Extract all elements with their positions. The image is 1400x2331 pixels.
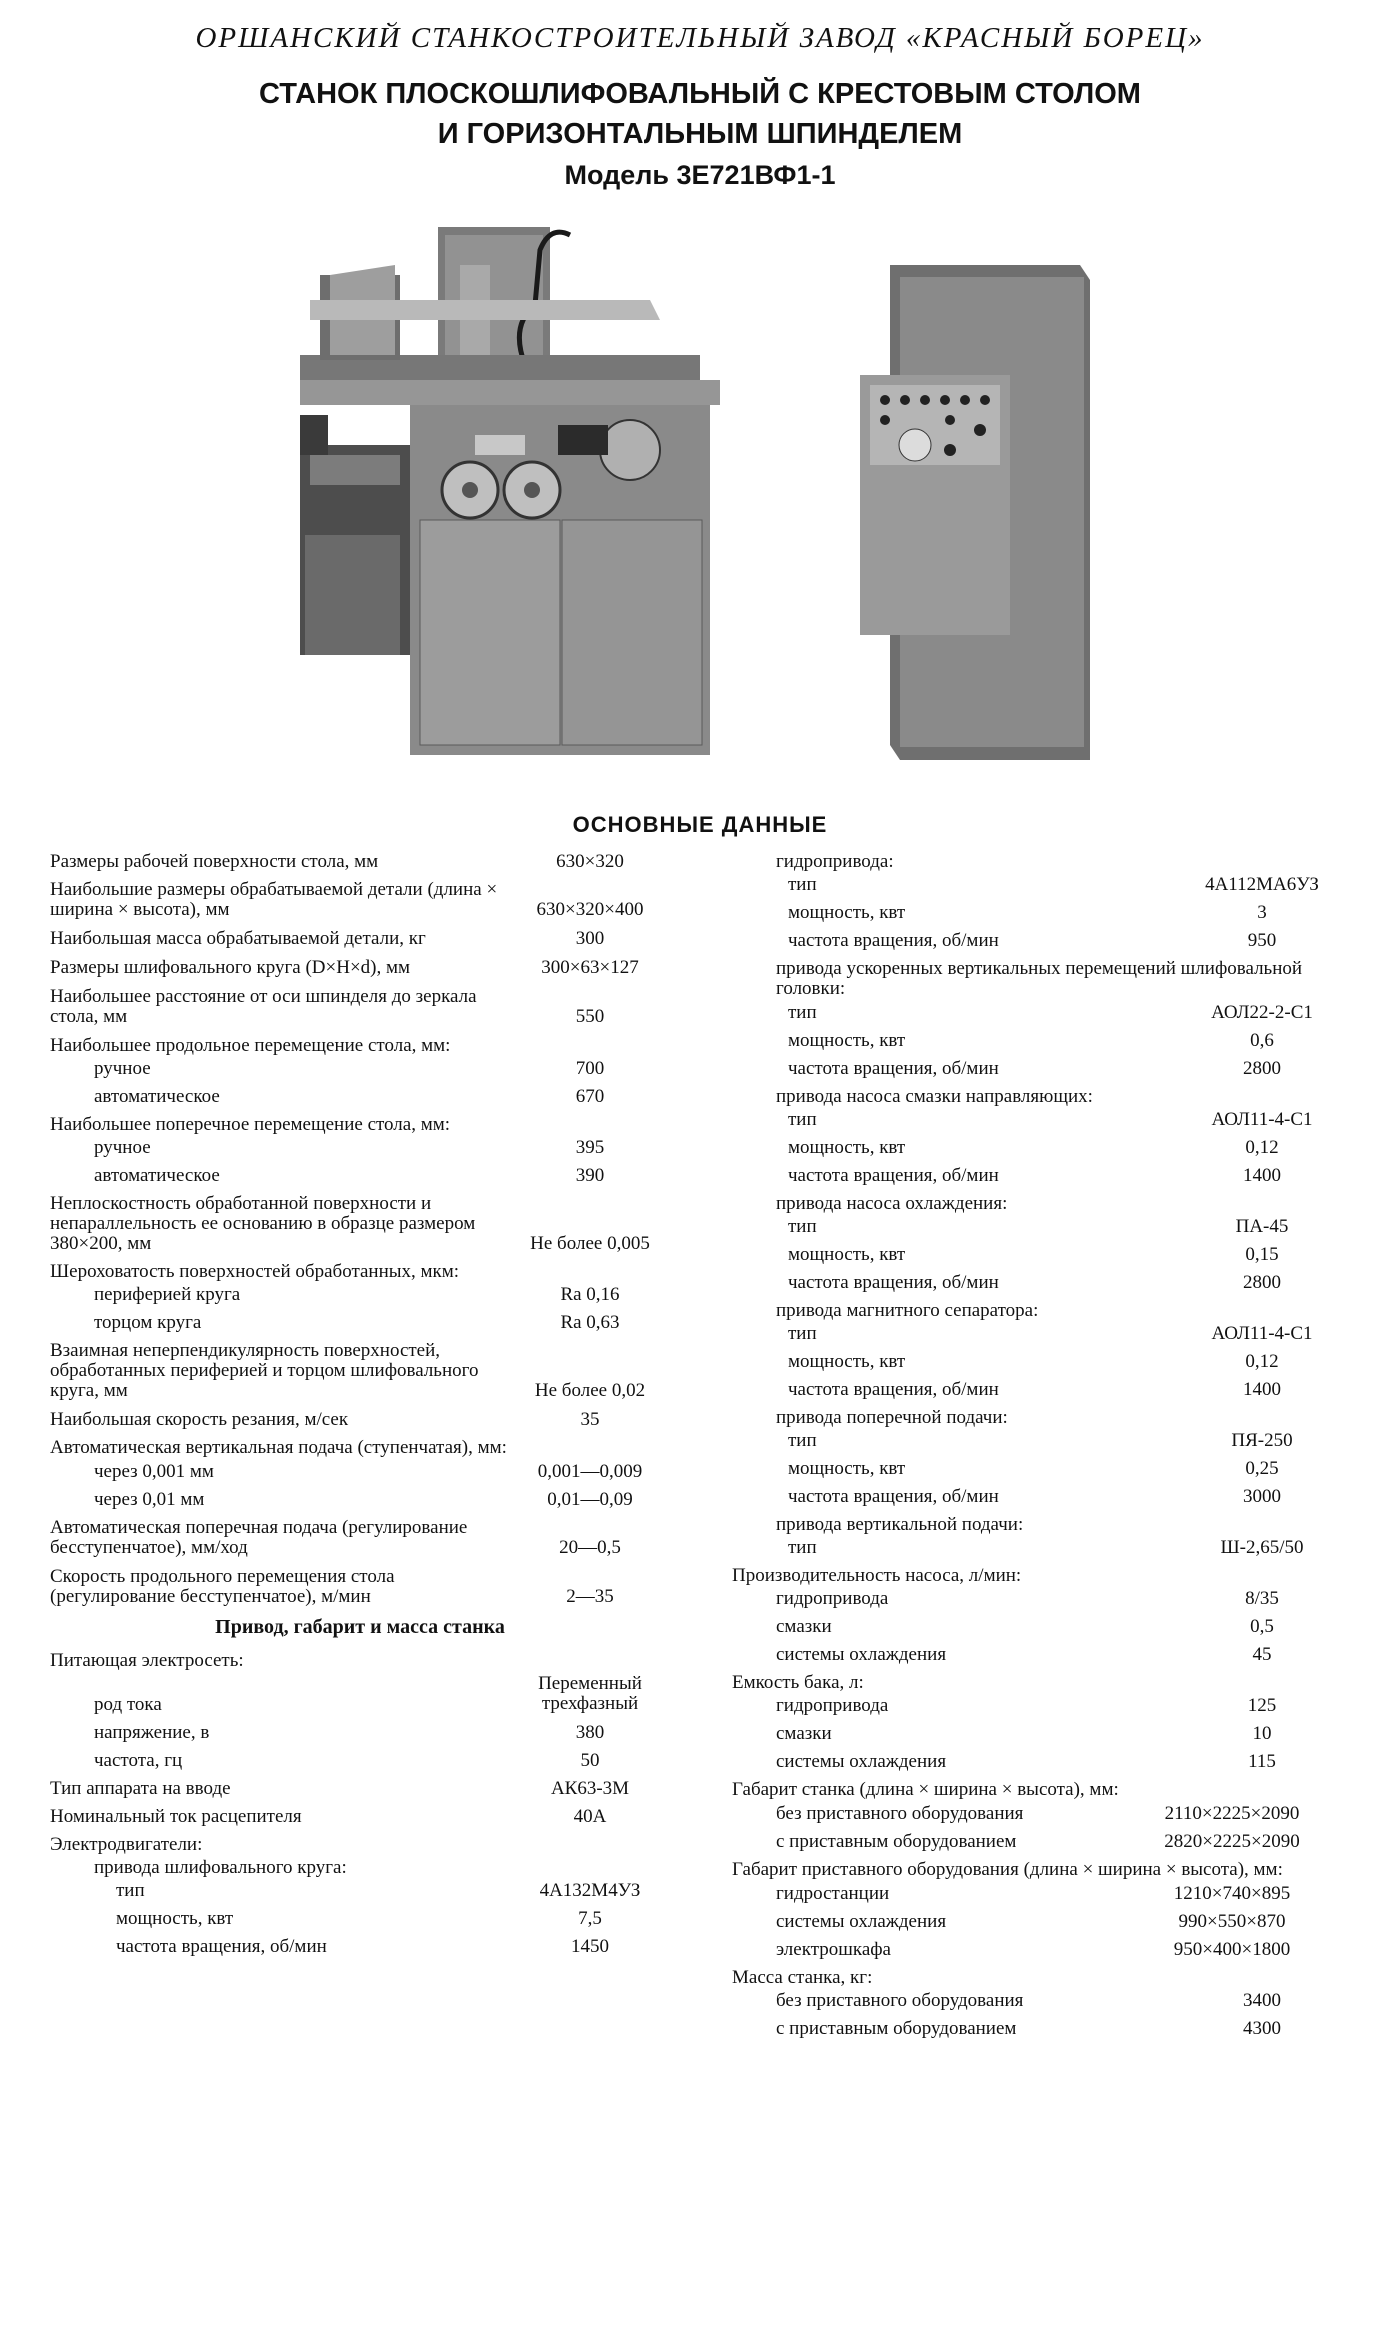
h-power-value: 3	[1257, 902, 1267, 923]
long-manual-value: 700	[575, 1057, 605, 1079]
long-auto-value: 670	[575, 1085, 605, 1107]
roughness-face-value: Ra 0,63	[560, 1312, 620, 1334]
a-cab-label: электрошкафа	[776, 1938, 891, 1960]
p-hydro-value: 8/35	[1245, 1587, 1279, 1609]
voltage-value: 380	[575, 1721, 605, 1743]
factory-name: ОРШАНСКИЙ СТАНКОСТРОИТЕЛЬНЫЙ ЗАВОД «КРАСНЫЙ БОРЕЦ»	[195, 22, 1205, 54]
vert-feed-1-label: через 0,001 мм	[94, 1461, 214, 1483]
d-without-label: без приставного оборудования	[776, 1802, 1024, 1824]
mass-with-value: 4300	[1243, 2017, 1281, 2039]
section-title: ОСНОВНЫЕ ДАННЫЕ	[572, 812, 828, 837]
l-type-label: тип	[788, 1108, 817, 1130]
release-value: 40А	[573, 1805, 607, 1827]
a-cool-label: системы охлаждения	[776, 1910, 947, 1932]
motors-label: Электродвигатели:	[50, 1833, 203, 1855]
r-type-label: тип	[788, 1001, 817, 1023]
m-type-value: АОЛ11-4-С1	[1211, 1322, 1313, 1344]
mass-without-value: 3400	[1243, 1989, 1281, 2011]
current-label: род тока	[94, 1693, 162, 1715]
h-type-label: тип	[788, 874, 817, 895]
spindle-distance-label: Наибольшее расстояние от оси шпинделя до зеркала стола, мм	[50, 985, 477, 1027]
wd-speed-label: частота вращения, об/мин	[116, 1935, 327, 1957]
cut-speed-value: 35	[580, 1409, 600, 1431]
table-size-value: 630×320	[556, 851, 624, 872]
cross-travel-label: Наибольшее поперечное перемещение стола, мм:	[50, 1113, 451, 1135]
a-cool-value: 990×550×870	[1178, 1910, 1286, 1932]
perp-value: Не более 0,02	[534, 1380, 646, 1402]
title-line-1: СТАНОК ПЛОСКОШЛИФОВАЛЬНЫЙ С КРЕСТОВЫМ СТОЛОМ	[259, 78, 1141, 110]
t-hydro-label: гидропривода	[776, 1694, 889, 1716]
vert-feed-2-label: через 0,01 мм	[94, 1489, 205, 1511]
m-power-label: мощность, квт	[788, 1350, 906, 1372]
m-type-label: тип	[788, 1322, 817, 1344]
aux-label: Габарит приставного оборудования (длина × ширина × высота), мм:	[732, 1858, 1283, 1880]
long-speed-value: 2—35	[566, 1586, 614, 1607]
wd-power-value: 7,5	[578, 1907, 602, 1929]
l-speed-label: частота вращения, об/мин	[788, 1164, 999, 1186]
long-speed-label: Скорость продольного перемещения стола (регулирование бесступенчатое), м/мин	[50, 1566, 395, 1607]
h-speed-value: 950	[1247, 930, 1277, 951]
max-part-mass-label: Наибольшая масса обрабатываемой детали, кг	[50, 927, 426, 949]
cross-manual-label: ручное	[94, 1136, 151, 1158]
vert-feed-1-value: 0,001—0,009	[537, 1461, 643, 1483]
l-speed-value: 1400	[1243, 1164, 1281, 1186]
wd-power-label: мощность, квт	[116, 1907, 234, 1929]
m-power-value: 0,12	[1245, 1350, 1279, 1372]
cross-auto-label: автоматическое	[94, 1164, 220, 1186]
d-with-label: с приставным оборудованием	[776, 1830, 1017, 1852]
mains-label: Питающая электросеть:	[50, 1649, 244, 1671]
mass-without-label: без приставного оборудования	[776, 1989, 1024, 2011]
long-auto-label: автоматическое	[94, 1085, 220, 1107]
c-speed-label: частота вращения, об/мин	[788, 1271, 999, 1293]
wd-type-value: 4А132М4УЗ	[539, 1879, 641, 1901]
h-power-label: мощность, квт	[788, 902, 906, 923]
m-speed-value: 1400	[1243, 1378, 1281, 1400]
long-travel-label: Наибольшее продольное перемещение стола, мм:	[50, 1034, 451, 1056]
cross-manual-value: 395	[575, 1136, 605, 1158]
c-power-label: мощность, квт	[788, 1243, 906, 1265]
a-hydro-label: гидростанции	[776, 1882, 890, 1904]
roughness-label: Шероховатость поверхностей обработанных, мкм:	[50, 1261, 460, 1283]
c-speed-value: 2800	[1243, 1271, 1281, 1293]
perp-label: Взаимная неперпендикулярность поверхностей, обработанных периферией и торцом шлифовального круга, мм	[50, 1340, 479, 1402]
d-without-value: 2110×2225×2090	[1164, 1802, 1300, 1824]
cross-feed-value: 20—0,5	[559, 1537, 621, 1559]
title-line-2: И ГОРИЗОНТАЛЬНЫМ ШПИНДЕЛЕМ	[437, 118, 963, 150]
c-type-label: тип	[788, 1215, 817, 1237]
mag-label: привода магнитного сепаратора:	[776, 1299, 1039, 1321]
r-speed-value: 2800	[1243, 1057, 1281, 1079]
xfeed-label: привода поперечной подачи:	[776, 1406, 1008, 1428]
mass-with-label: с приставным оборудованием	[776, 2017, 1017, 2039]
freq-label: частота, гц	[94, 1749, 183, 1771]
wd-type-label: тип	[116, 1879, 145, 1901]
x-power-label: мощность, квт	[788, 1457, 906, 1479]
flatness-value: Не более 0,005	[530, 1232, 650, 1254]
r-power-label: мощность, квт	[788, 1029, 906, 1051]
input-label: Тип аппарата на вводе	[50, 1777, 231, 1799]
voltage-label: напряжение, в	[94, 1721, 210, 1743]
rapid-label: привода ускоренных вертикальных перемещений шлифовальной головки:	[776, 958, 1303, 999]
left-column	[50, 852, 670, 1965]
wheel-drive-label: привода шлифовального круга:	[94, 1856, 347, 1878]
t-lube-value: 10	[1252, 1722, 1272, 1744]
roughness-periph-label: периферией круга	[94, 1284, 241, 1306]
x-type-label: тип	[788, 1429, 817, 1451]
p-lube-value: 0,5	[1250, 1615, 1274, 1637]
roughness-periph-value: Ra 0,16	[560, 1284, 620, 1306]
table-size-label: Размеры рабочей поверхности стола, мм	[50, 851, 379, 872]
x-power-value: 0,25	[1245, 1457, 1279, 1479]
p-cool-value: 45	[1252, 1643, 1272, 1665]
flatness-label: Неплоскостность обработанной поверхности и непараллельность ее основанию в образце размером 380×200, мм	[50, 1192, 476, 1254]
c-power-value: 0,15	[1245, 1243, 1279, 1265]
model-title: Модель 3Е721ВФ1-1	[564, 160, 836, 190]
t-cool-value: 115	[1248, 1750, 1276, 1772]
cross-auto-value: 390	[575, 1164, 605, 1186]
cool-label: привода насоса охлаждения:	[776, 1192, 1008, 1214]
vfeed-label: привода вертикальной подачи:	[776, 1513, 1024, 1535]
v-type-value: Ш-2,65/50	[1220, 1536, 1304, 1558]
wheel-size-value: 300×63×127	[541, 956, 639, 978]
l-type-value: АОЛ11-4-С1	[1211, 1108, 1313, 1130]
max-part-size-label: Наибольшие размеры обрабатываемой детали (длина × ширина × высота), мм	[50, 879, 498, 920]
c-type-value: ПА-45	[1235, 1215, 1289, 1237]
release-label: Номинальный ток расцепителя	[50, 1805, 302, 1827]
spindle-distance-value: 550	[575, 1005, 605, 1027]
input-value: АК63-3М	[550, 1777, 630, 1799]
h-type-value: 4А112МА6УЗ	[1205, 874, 1319, 895]
l-power-value: 0,12	[1245, 1136, 1279, 1158]
hydro-label: гидропривода:	[776, 851, 894, 872]
max-part-size-value: 630×320×400	[536, 898, 644, 920]
machine-photo	[300, 205, 1100, 795]
p-hydro-label: гидропривода	[776, 1587, 889, 1609]
l-power-label: мощность, квт	[788, 1136, 906, 1158]
h-speed-label: частота вращения, об/мин	[788, 930, 999, 951]
t-cool-label: системы охлаждения	[776, 1750, 947, 1772]
x-type-value: ПЯ-250	[1231, 1429, 1293, 1451]
cut-speed-label: Наибольшая скорость резания, м/сек	[50, 1409, 349, 1431]
cross-feed-label: Автоматическая поперечная подача (регулирование бесступенчатое), мм/ход	[50, 1517, 468, 1559]
r-speed-label: частота вращения, об/мин	[788, 1057, 999, 1079]
t-lube-label: смазки	[776, 1722, 832, 1744]
max-part-mass-value: 300	[575, 927, 605, 949]
vert-feed-label: Автоматическая вертикальная подача (ступенчатая), мм:	[50, 1437, 507, 1459]
r-type-value: АОЛ22-2-С1	[1211, 1001, 1313, 1023]
a-cab-value: 950×400×1800	[1173, 1938, 1291, 1960]
tank-label: Емкость бака, л:	[732, 1671, 864, 1693]
roughness-face-label: торцом круга	[94, 1312, 202, 1334]
vert-feed-2-value: 0,01—0,09	[547, 1489, 633, 1511]
freq-value: 50	[580, 1749, 600, 1771]
d-with-value: 2820×2225×2090	[1164, 1830, 1300, 1852]
x-speed-value: 3000	[1243, 1485, 1281, 1507]
m-speed-label: частота вращения, об/мин	[788, 1378, 999, 1400]
long-manual-label: ручное	[94, 1057, 151, 1079]
p-cool-label: системы охлаждения	[776, 1643, 947, 1665]
drive-subsection-title: Привод, габарит и масса станка	[215, 1615, 505, 1638]
dims-label: Габарит станка (длина × ширина × высота), мм:	[732, 1778, 1119, 1800]
wheel-size-label: Размеры шлифовального круга (D×H×d), мм	[50, 956, 411, 978]
v-type-label: тип	[788, 1536, 817, 1558]
lube-label: привода насоса смазки направляющих:	[776, 1085, 1093, 1107]
a-hydro-value: 1210×740×895	[1173, 1882, 1291, 1904]
x-speed-label: частота вращения, об/мин	[788, 1485, 999, 1507]
r-power-value: 0,6	[1250, 1029, 1274, 1051]
t-hydro-value: 125	[1247, 1694, 1277, 1716]
right-column	[732, 852, 1362, 2047]
p-lube-label: смазки	[776, 1615, 832, 1637]
wd-speed-value: 1450	[571, 1935, 609, 1957]
mass-label: Масса станка, кг:	[732, 1966, 873, 1988]
pump-label: Производительность насоса, л/мин:	[732, 1564, 1022, 1586]
current-value: Переменный трехфазный	[538, 1672, 642, 1714]
